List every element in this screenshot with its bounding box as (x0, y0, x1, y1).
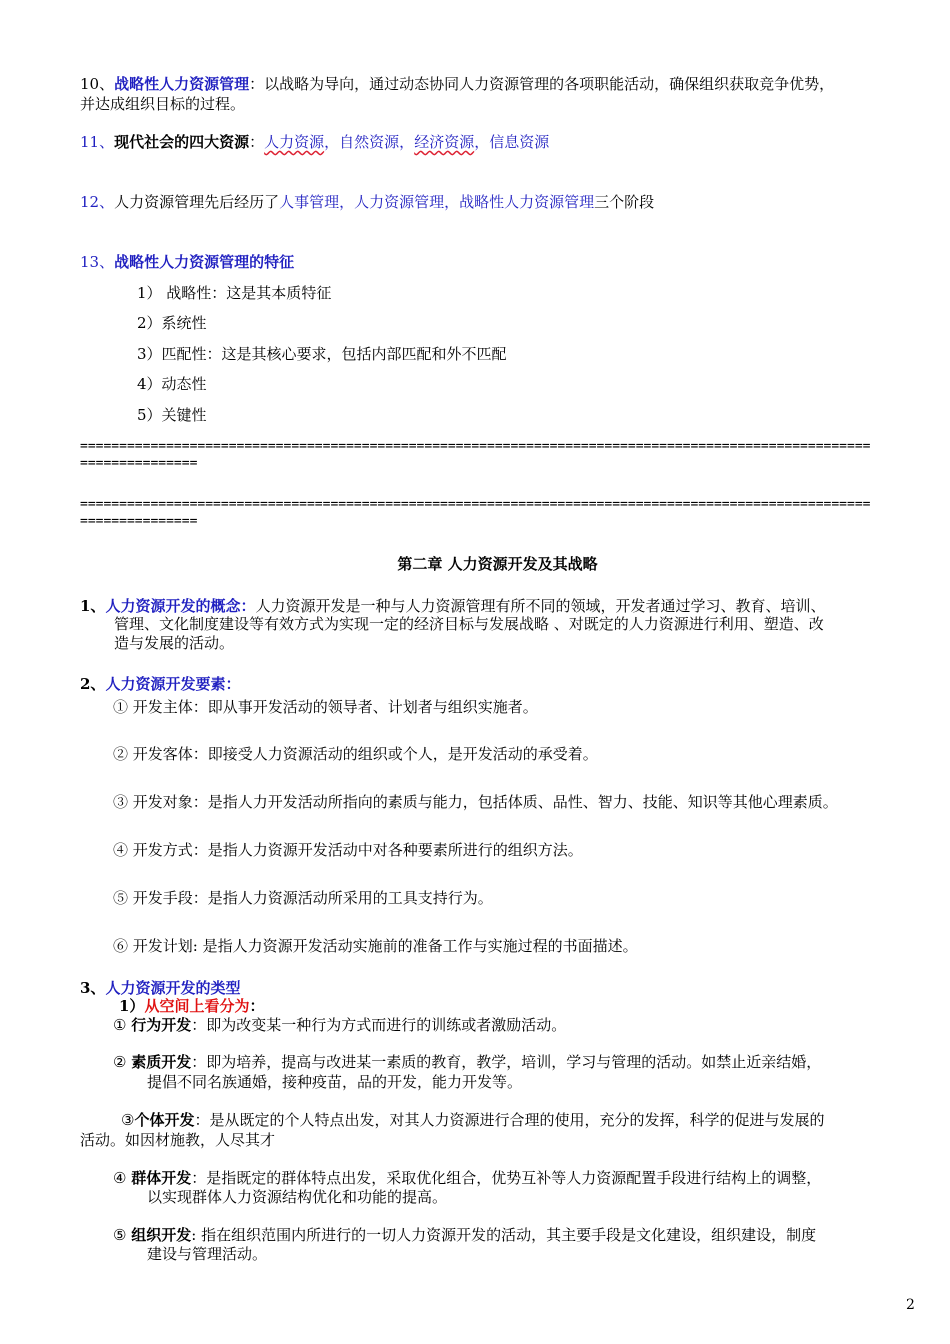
c2-point-1-line: 管理、文化制度建设等有效方式为实现一定的经济目标与发展战略 、对既定的人力资源进行利用、塑造、改 (114, 615, 824, 633)
c2-point-3 (80, 978, 240, 998)
type-text: ：即为改变某一种行为方式而进行的训练或者激励活动。 (191, 1016, 567, 1034)
sub-heading: 从空间上看分为 (144, 997, 250, 1015)
element-item: ① 开发主体：即从事开发活动的领导者、计划者与组织实施者。 (113, 698, 538, 716)
c2-point-3-sub (119, 996, 264, 1016)
circled-number: ⑤ (113, 1226, 127, 1244)
item-num: 2、 (80, 675, 106, 693)
item-stages: 人事管理，人力资源管理，战略性人力资源管理 (279, 193, 595, 211)
comma: ， (399, 133, 415, 151)
resource-information: 信息资源 (489, 133, 550, 151)
element-item: ⑤ 开发手段：是指人力资源活动所采用的工具支持行为。 (113, 889, 493, 907)
item-num: 11、 (80, 133, 115, 151)
item-10-continuation: 并达成组织目标的过程。 (80, 95, 246, 113)
element-item: ② 开发客体：即接受人力资源活动的组织或个人，是开发活动的承受着。 (113, 745, 598, 763)
item-num: 3、 (80, 979, 106, 997)
item-term: 人力资源开发的类型 (105, 979, 241, 997)
c2-point-1 (80, 596, 825, 616)
item-term: 战略性人力资源管理的特征 (114, 253, 295, 271)
resource-human: 人力资源 (264, 133, 325, 151)
type-individual-line: 活动。如因材施教，人尽其才 (80, 1131, 276, 1149)
item-num: 12、 (80, 193, 115, 211)
item-12 (80, 192, 654, 212)
comma: ， (474, 133, 490, 151)
feature-list-item: 5）关键性 (137, 406, 207, 424)
circled-number: ② (113, 1053, 127, 1071)
page-number: 2 (906, 1297, 915, 1313)
separator-line: ===================================================================================================== (80, 439, 871, 454)
separator-char: ： (249, 75, 265, 93)
separator-char: ： (249, 133, 265, 151)
type-group (113, 1168, 821, 1188)
type-text: ：即为培养，提高与改进某一素质的教育，教学，培训，学习与管理的活动。如禁止近亲结婚， (191, 1053, 822, 1071)
type-text: ：是从既定的个人特点出发，对其人力资源进行合理的使用，充分的发挥，科学的促进与发展的 (194, 1111, 825, 1129)
chapter-title: 第二章 人力资源开发及其战略 (397, 555, 598, 573)
item-text: 人力资源开发是一种与人力资源管理有所不同的领域，开发者通过学习、教育、培训、 (255, 597, 826, 615)
resource-natural: 自然资源 (339, 133, 400, 151)
comma: ， (324, 133, 340, 151)
type-individual (121, 1110, 824, 1130)
feature-list-item: 1） 战略性：这是其本质特征 (137, 284, 332, 302)
resource-economic: 经济资源 (414, 133, 475, 151)
separator-line: ===================================================================================================== (80, 497, 871, 512)
feature-list-item: 3）匹配性：这是其核心要求，包括内部匹配和外不匹配 (137, 345, 507, 363)
type-term: 行为开发 (131, 1016, 192, 1034)
feature-list-item: 4）动态性 (137, 375, 207, 393)
item-num: 13、 (80, 253, 115, 271)
item-text: 三个阶段 (594, 193, 655, 211)
item-term: 战略性人力资源管理 (114, 75, 250, 93)
item-num: 10、 (80, 75, 115, 93)
type-text: : 指在组织范围内所进行的一切人力资源开发的活动，其主要手段是文化建设，组织建设，制度 (191, 1226, 817, 1244)
item-text: 以战略为导向，通过动态协同人力资源管理的各项职能活动，确保组织获取竞争优势， (264, 75, 835, 93)
item-11 (80, 132, 549, 152)
circled-number: ① (113, 1016, 127, 1034)
c2-point-1-line: 造与发展的活动。 (114, 634, 235, 652)
item-10 (80, 74, 834, 94)
type-organization (113, 1225, 816, 1245)
circled-number: ④ (113, 1169, 127, 1187)
type-behavior (113, 1015, 566, 1035)
type-quality-line: 提倡不同名族通婚，接种疫苗，品的开发，能力开发等。 (147, 1073, 523, 1091)
type-term: 群体开发 (131, 1169, 192, 1187)
c2-point-2 (80, 674, 240, 694)
separator-line: =============== (80, 456, 198, 471)
item-term: 现代社会的四大资源 (114, 133, 250, 151)
item-term: 人力资源开发要素： (105, 675, 241, 693)
element-item: ③ 开发对象：是指人力开发活动所指向的素质与能力，包括体质、品性、智力、技能、知识等其他心理素质。 (113, 793, 838, 811)
feature-list-item: 2）系统性 (137, 314, 207, 332)
item-text: 人力资源管理先后经历了 (114, 193, 280, 211)
separator-char: ： (249, 997, 265, 1015)
type-organization-line: 建设与管理活动。 (147, 1245, 268, 1263)
item-term: 人力资源开发的概念： (105, 597, 256, 615)
sub-num: 1） (119, 997, 145, 1015)
type-term: 个体开发 (134, 1111, 195, 1129)
element-item: ⑥ 开发计划: 是指人力资源开发活动实施前的准备工作与实施过程的书面描述。 (113, 937, 638, 955)
type-text: ：是指既定的群体特点出发，采取优化组合，优势互补等人力资源配置手段进行结构上的调整， (191, 1169, 822, 1187)
type-quality (113, 1052, 821, 1072)
circled-number: ③ (121, 1111, 135, 1129)
type-group-line: 以实现群体人力资源结构优化和功能的提高。 (147, 1188, 448, 1206)
item-13 (80, 252, 294, 272)
item-num: 1、 (80, 597, 106, 615)
type-term: 素质开发 (131, 1053, 192, 1071)
separator-line: =============== (80, 514, 198, 529)
type-term: 组织开发 (131, 1226, 192, 1244)
element-item: ④ 开发方式：是指人力资源开发活动中对各种要素所进行的组织方法。 (113, 841, 583, 859)
